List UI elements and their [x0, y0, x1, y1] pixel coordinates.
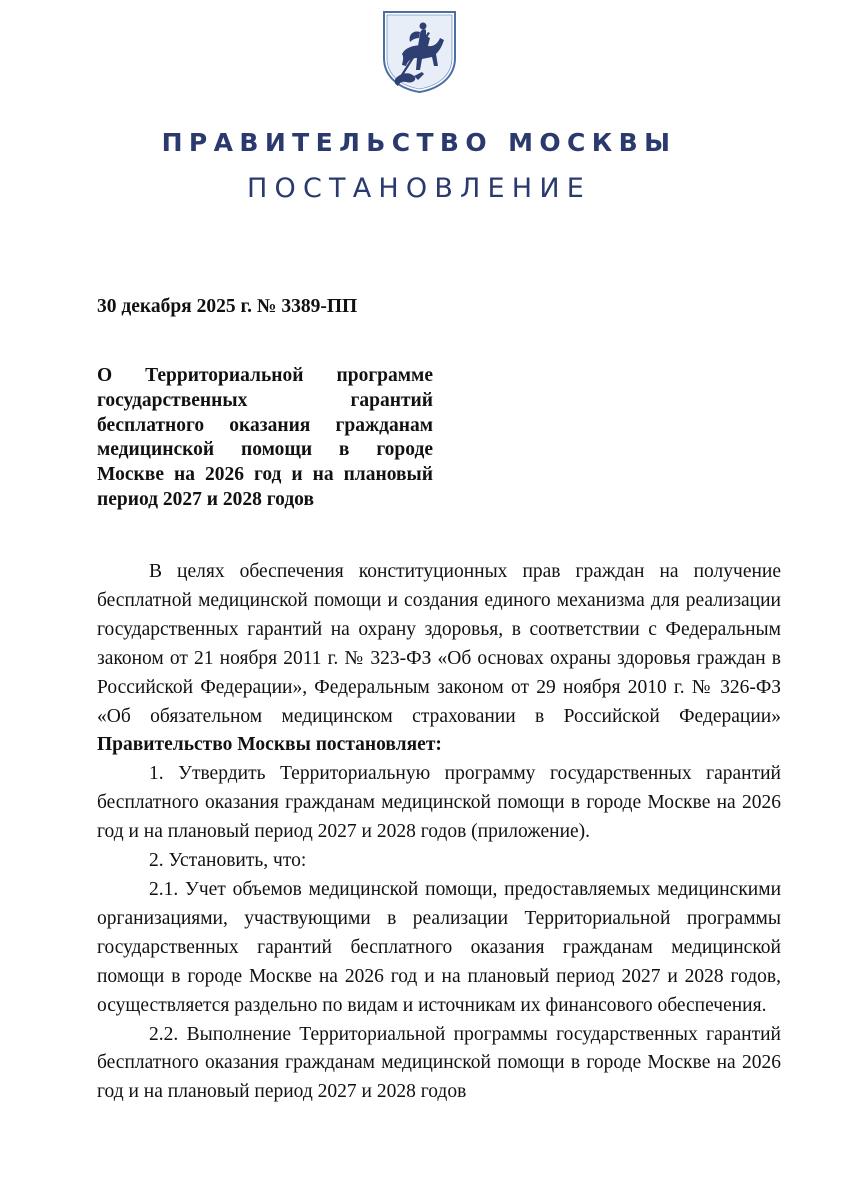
document-body: [97, 558, 781, 1107]
document-type: ПОСТАНОВЛЕНИЕ: [247, 173, 591, 204]
preamble-text: В целях обеспечения конституционных прав граждан на получение бесплатной медицинской помощи и создания единого механизма для реализации государственных гарантий на охрану здоровья, в соответствии с Федеральным законом от 21 ноября 2011 г. № 323-ФЗ «Об основах охраны здоровья граждан в Российской Федерации», Федеральным законом от 29 ноября 2010 г. № 326-ФЗ «Об обязательном медицинском страховании в Российской Федерации»: [97, 561, 781, 727]
document-date-number: 30 декабря 2025 г. № 3389-ПП: [97, 296, 358, 317]
government-title: ПРАВИТЕЛЬСТВО МОСКВЫ: [161, 128, 677, 157]
document-subject: О Территориальной программе государственных гарантий бесплатного оказания гражданам медицинской помощи в городе Москве на 2026 год и на плановый период 2027 и 2028 годов: [97, 365, 433, 510]
moscow-coat-of-arms-icon: [382, 10, 457, 94]
preamble-paragraph: [97, 558, 781, 760]
item-2-2: 2.2. Выполнение Территориальной программы государственных гарантий бесплатного оказания гражданам медицинской помощи в городе Москве на 2026 год и на плановый период 2027 и 2028 годов: [97, 1023, 781, 1103]
preamble-decree: Правительство Москвы постановляет:: [97, 734, 442, 756]
item-1: 1. Утвердить Территориальную программу государственных гарантий бесплатного оказания гражданам медицинской помощи в городе Москве на 2026 год и на плановый период 2027 и 2028 годов (приложение).: [97, 763, 781, 843]
item-2: 2. Установить, что:: [149, 850, 307, 872]
item-2-1: 2.1. Учет объемов медицинской помощи, предоставляемых медицинскими организациями, участвующими в реализации Территориальной программы государственных гарантий бесплатного оказания гражданам медицинской помощи в городе Москве на 2026 год и на плановый период 2027 и 2028 годов, осуществляется раздельно по видам и источникам их финансового обеспечения.: [97, 878, 781, 1016]
